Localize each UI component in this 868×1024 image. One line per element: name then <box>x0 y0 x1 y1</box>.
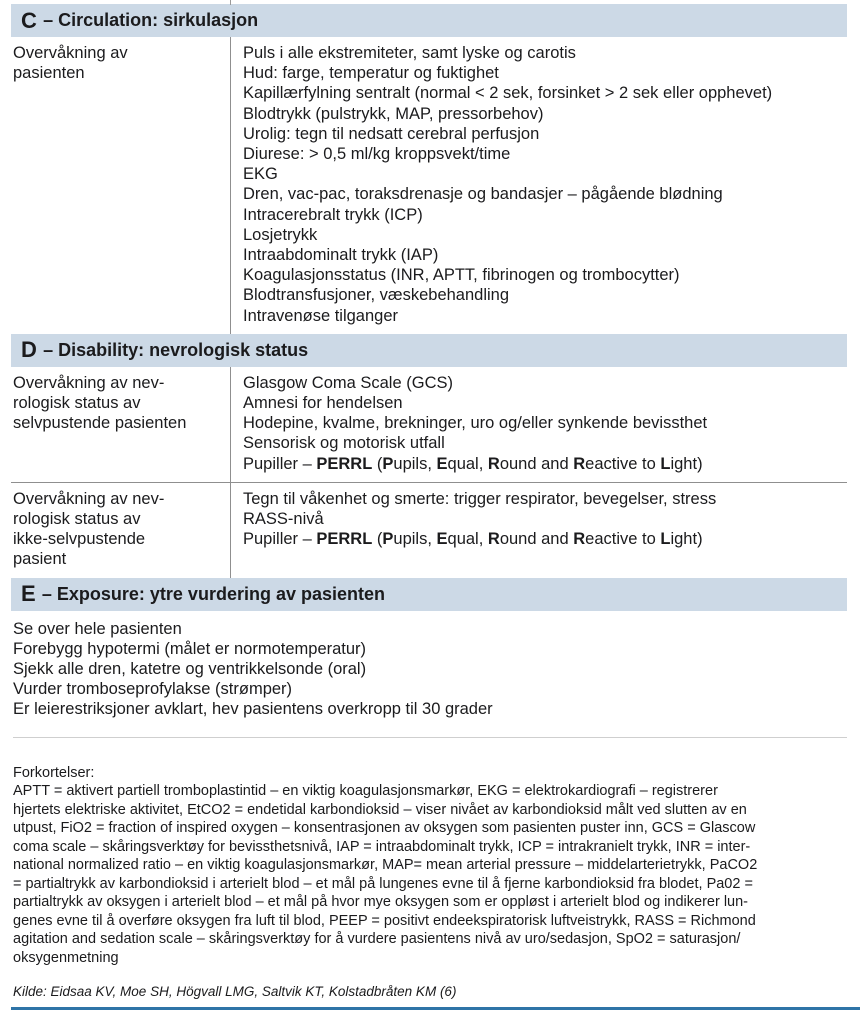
text-line: genes evne til å overføre oksygen fra luft til blod, PEEP = positivt endeekspiratorisk luftveistrykk, RASS = Richmond <box>13 912 756 929</box>
text-line: pasient <box>13 550 67 569</box>
text-line: Er leierestriksjoner avklart, hev pasientens overkropp til 30 grader <box>13 700 493 719</box>
table-row <box>11 367 847 482</box>
table-row <box>11 482 847 578</box>
text-line: Sensorisk og motorisk utfall <box>243 434 445 453</box>
text-line: EKG <box>243 165 278 184</box>
disability-table <box>11 367 847 578</box>
text-line: = partialtrykk av karbondioksid i arterielt blod – et mål på lungenes evne til å fjerne karbondioksid fra blodet, Pa02 = <box>13 875 753 892</box>
text-line: APTT = aktivert partiell tromboplastintid – en viktig koagulasjonsmarkør, EKG = elektrokardiografi – registrerer <box>13 783 718 800</box>
text-line: selvpustende pasienten <box>13 414 187 433</box>
row-label-cell <box>11 367 230 482</box>
abbreviations-label: Forkortelser: <box>13 764 95 781</box>
text-line: Intraabdominalt trykk (IAP) <box>243 246 439 265</box>
text-line: Blodtransfusjoner, væskebehandling <box>243 286 510 305</box>
text-line: coma scale – skåringsverktøy for bevissthetsnivå, IAP = intraabdominalt trykk, ICP = intrakranielt trykk, INR = inter- <box>13 838 751 855</box>
text-line: Glasgow Coma Scale (GCS) <box>243 373 453 392</box>
text-line: Se over hele pasienten <box>13 619 182 638</box>
section-header-circulation <box>11 4 847 37</box>
row-content-cell <box>230 37 847 334</box>
text-line: RASS-nivå <box>243 510 324 529</box>
abbreviations-text <box>13 782 847 967</box>
text-line: Dren, vac-pac, toraksdrenasje og bandasjer – pågående blødning <box>243 185 723 204</box>
section-letter-c: C <box>21 7 38 33</box>
text-line: Overvåkning av nev- <box>13 489 165 508</box>
text-line: Amnesi for hendelsen <box>243 394 403 413</box>
divider-rule <box>13 737 847 738</box>
text-line: Kapillærfylning sentralt (normal < 2 sek, forsinket > 2 sek eller opphevet) <box>243 84 773 103</box>
text-line: Blodtrykk (pulstrykk, MAP, pressorbehov) <box>243 104 544 123</box>
section-title-circulation: – Circulation: sirkulasjon <box>43 10 259 30</box>
text-line: Hodepine, kvalme, brekninger, uro og/eller synkende bevissthet <box>243 414 708 433</box>
section-letter-e: E <box>21 581 36 607</box>
text-line: ikke-selvpustende <box>13 530 146 549</box>
text-line: Pupiller – PERRL (Pupils, Equal, Round and Reactive to Light) <box>243 454 703 473</box>
text-line: Koagulasjonsstatus (INR, APTT, fibrinogen og trombocytter) <box>243 266 680 285</box>
section-title-exposure: – Exposure: ytre vurdering av pasienten <box>41 583 385 604</box>
text-line: hjertets elektriske aktivitet, EtCO2 = endetidal karbondioksid – viser nivået av karbondioksid målt ved slutten av en <box>13 801 747 818</box>
text-line: agitation and sedation scale – skåringsverktøy for å vurdere pasientens nivå av uro/sedasjon, SpO2 = saturasjon/ <box>13 931 741 948</box>
section-letter-d: D <box>21 337 38 363</box>
bottom-accent-line <box>11 1007 860 1010</box>
text-line: national normalized ratio – en viktig koagulasjonsmarkør, MAP= mean arterial pressure – middelarterietrykk, PaCO2 <box>13 857 758 874</box>
text-line: rologisk status av <box>13 394 141 413</box>
column-divider-stub <box>230 0 231 5</box>
text-line: Diurese: > 0,5 ml/kg kroppsvekt/time <box>243 145 511 164</box>
text-line: Hud: farge, temperatur og fuktighet <box>243 64 499 83</box>
row-content-cell <box>230 483 847 578</box>
row-label-cell <box>11 37 230 334</box>
text-line: Forebygg hypotermi (målet er normotemperatur) <box>13 639 367 658</box>
text-line: Tegn til våkenhet og smerte: trigger respirator, bevegelser, stress <box>243 489 717 508</box>
text-line: Vurder tromboseprofylakse (strømper) <box>13 680 293 699</box>
source-citation: Kilde: Eidsaa KV, Moe SH, Högvall LMG, Saltvik KT, Kolstadbråten KM (6) <box>13 984 457 1000</box>
row-content-cell <box>230 367 847 482</box>
text-line: utpust, FiO2 = fraction of inspired oxygen – konsentrasjonen av oksygen som pasienten puster inn, GCS = Glascow <box>13 820 756 837</box>
text-line: Intravenøse tilganger <box>243 306 399 325</box>
exposure-list <box>11 611 847 728</box>
text-line: Urolig: tegn til nedsatt cerebral perfusjon <box>243 124 540 143</box>
text-line: Overvåkning av <box>13 44 128 62</box>
text-line: oksygenmetning <box>13 949 119 966</box>
text-line: Losjetrykk <box>243 225 318 244</box>
section-header-exposure <box>11 578 847 611</box>
table-row <box>11 37 847 334</box>
text-line: Overvåkning av nev- <box>13 373 165 392</box>
text-line: Puls i alle ekstremiteter, samt lyske og carotis <box>243 44 576 62</box>
circulation-table <box>11 37 847 334</box>
text-line: pasienten <box>13 64 85 83</box>
abbreviations-block <box>11 764 847 968</box>
text-line: rologisk status av <box>13 510 141 529</box>
text-line: Sjekk alle dren, katetre og ventrikkelsonde (oral) <box>13 660 367 679</box>
section-header-disability <box>11 334 847 367</box>
text-line: Pupiller – PERRL (Pupils, Equal, Round and Reactive to Light) <box>243 530 703 549</box>
text-line: Intracerebralt trykk (ICP) <box>243 205 423 224</box>
text-line: partialtrykk av oksygen i arterielt blod – et mål på hvor mye oksygen som er oppløst i arterielt blod og indikerer lun- <box>13 894 748 911</box>
row-label-cell <box>11 483 230 578</box>
section-title-disability: – Disability: nevrologisk status <box>43 339 309 360</box>
